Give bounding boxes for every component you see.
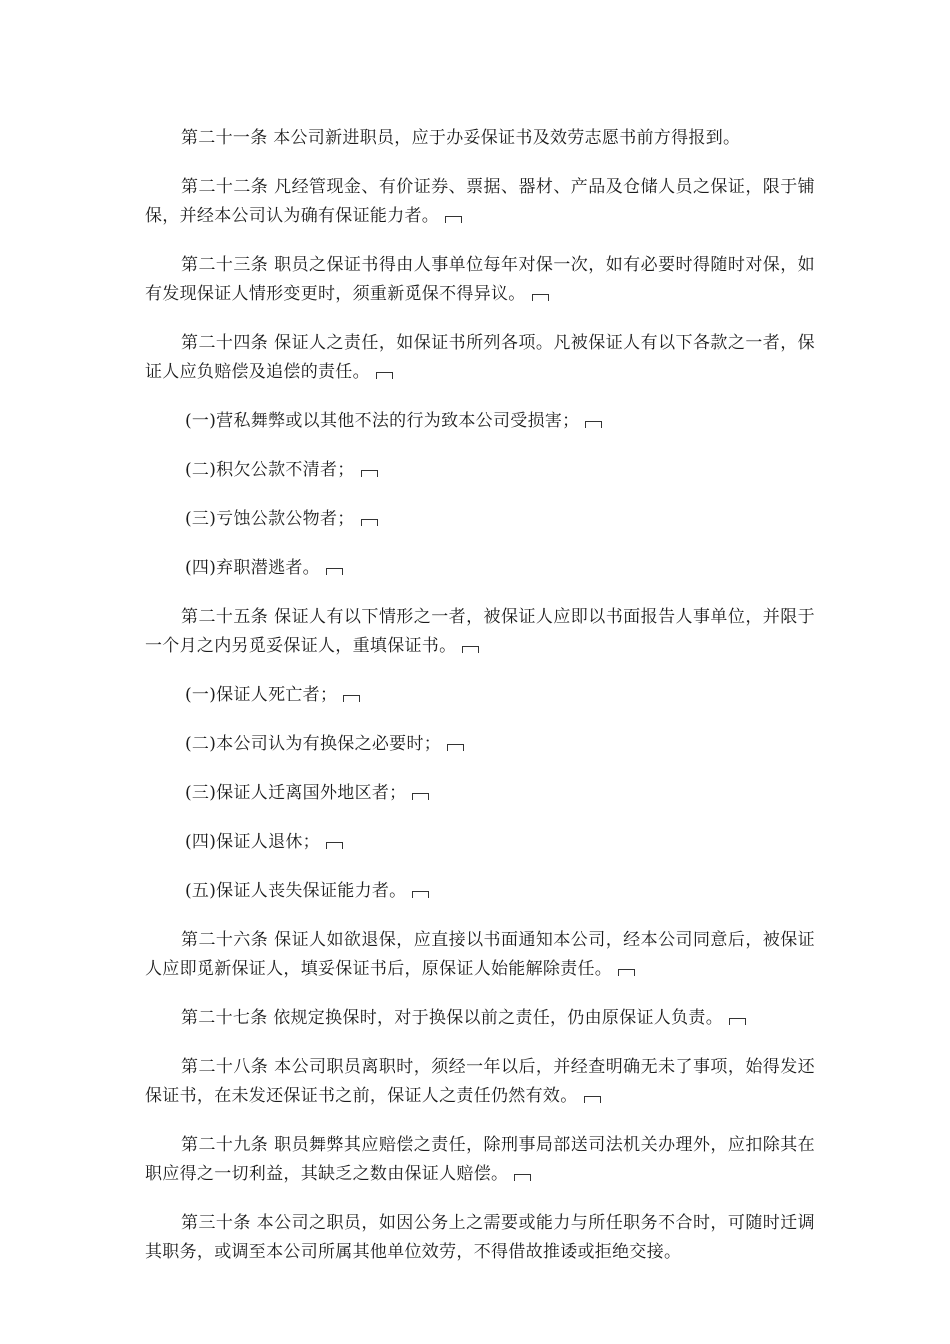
list-item (145, 407, 815, 436)
paragraph-text: 第二十五条 保证人有以下情形之一者，被保证人应即以书面报告人事单位，并限于一个月之内另觅妥保证人，重填保证书。 (145, 607, 815, 656)
article-paragraph (145, 124, 815, 153)
list-item (145, 828, 815, 857)
paragraph-text: 第二十二条 凡经管现金、有价证券、票据、器材、产品及仓储人员之保证，限于铺保，并经本公司认为确有保证能力者。 (145, 177, 815, 226)
article-paragraph (145, 1209, 815, 1267)
paragraph-text: 第二十三条 职员之保证书得由人事单位每年对保一次，如有必要时得随时对保，如有发现保证人情形变更时，须重新觅保不得异议。 (145, 255, 815, 304)
paragraph-mark-icon (326, 842, 343, 849)
paragraph-text: (一)保证人死亡者； (185, 685, 338, 705)
paragraph-text: 第二十九条 职员舞弊其应赔偿之责任，除刑事局部送司法机关办理外，应扣除其在职应得之一切利益，其缺乏之数由保证人赔偿。 (145, 1135, 815, 1184)
paragraph-text: (三)保证人迁离国外地区者； (185, 783, 407, 803)
paragraph-text: (二)本公司认为有换保之必要时； (185, 734, 442, 754)
paragraph-mark-icon (532, 294, 549, 301)
paragraph-text: (二)积欠公款不清者； (185, 460, 355, 480)
paragraph-mark-icon (447, 744, 464, 751)
paragraph-text: 第二十一条 本公司新进职员，应于办妥保证书及效劳志愿书前方得报到。 (181, 128, 741, 148)
paragraph-mark-icon (412, 793, 429, 800)
paragraph-mark-icon (376, 372, 393, 379)
paragraph-text: (四)保证人退休； (185, 832, 320, 852)
list-item (145, 681, 815, 710)
paragraph-mark-icon (343, 695, 360, 702)
paragraph-mark-icon (585, 421, 602, 428)
paragraph-text: (四)弃职潜逃者。 (185, 558, 320, 578)
article-paragraph (145, 1004, 815, 1033)
article-paragraph (145, 173, 815, 231)
article-paragraph (145, 926, 815, 984)
paragraph-mark-icon (729, 1018, 746, 1025)
paragraph-mark-icon (462, 646, 479, 653)
article-paragraph (145, 603, 815, 661)
list-item (145, 456, 815, 485)
paragraph-mark-icon (326, 568, 343, 575)
article-paragraph (145, 251, 815, 309)
paragraph-text: 第二十六条 保证人如欲退保，应直接以书面通知本公司，经本公司同意后，被保证人应即觅新保证人，填妥保证书后，原保证人始能解除责任。 (145, 930, 815, 979)
list-item (145, 505, 815, 534)
paragraph-mark-icon (361, 470, 378, 477)
paragraph-mark-icon (514, 1174, 531, 1181)
list-item (145, 779, 815, 808)
article-paragraph (145, 1131, 815, 1189)
article-paragraph (145, 1053, 815, 1111)
paragraph-text: (五)保证人丧失保证能力者。 (185, 881, 407, 901)
paragraph-text: (三)亏蚀公款公物者； (185, 509, 355, 529)
paragraph-mark-icon (412, 891, 429, 898)
paragraph-text: 第二十四条 保证人之责任，如保证书所列各项。凡被保证人有以下各款之一者，保证人应负赔偿及追偿的责任。 (145, 333, 815, 382)
paragraph-mark-icon (584, 1096, 601, 1103)
paragraph-mark-icon (445, 216, 462, 223)
document-body (145, 124, 815, 1287)
list-item (145, 877, 815, 906)
list-item (145, 730, 815, 759)
paragraph-mark-icon (618, 969, 635, 976)
list-item (145, 554, 815, 583)
paragraph-text: 第三十条 本公司之职员，如因公务上之需要或能力与所任职务不合时，可随时迁调其职务，或调至本公司所属其他单位效劳，不得借故推诿或拒绝交接。 (145, 1213, 815, 1262)
paragraph-mark-icon (361, 519, 378, 526)
paragraph-text: 第二十七条 依规定换保时，对于换保以前之责任，仍由原保证人负责。 (181, 1008, 724, 1028)
paragraph-text: (一)营私舞弊或以其他不法的行为致本公司受损害； (185, 411, 580, 431)
paragraph-text: 第二十八条 本公司职员离职时，须经一年以后，并经查明确无未了事项，始得发还保证书，在未发还保证书之前，保证人之责任仍然有效。 (145, 1057, 815, 1106)
article-paragraph (145, 329, 815, 387)
